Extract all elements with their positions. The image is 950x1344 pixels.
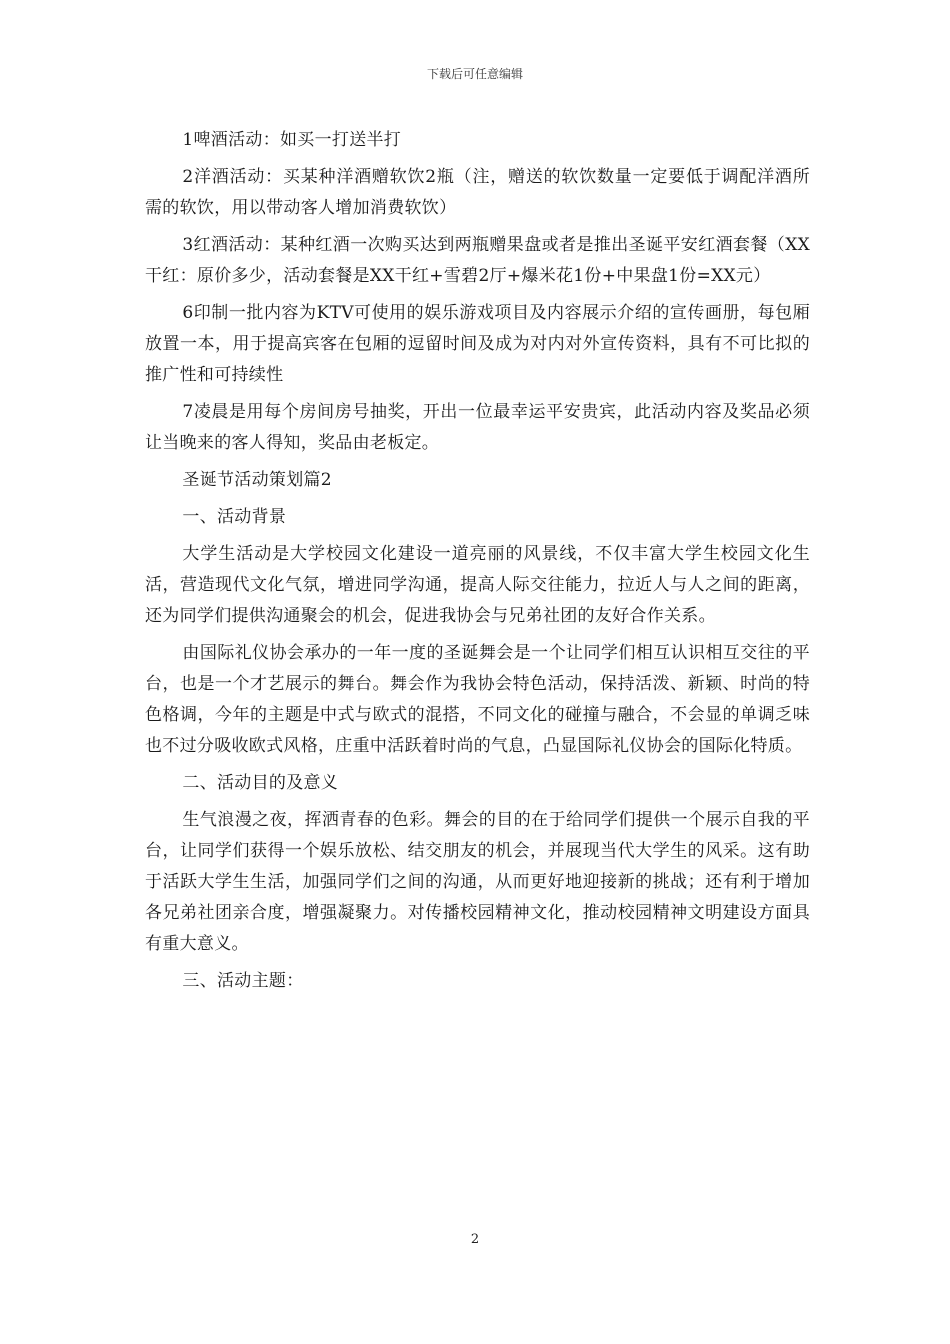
paragraph-background-2: 由国际礼仪协会承办的一年一度的圣诞舞会是一个让同学们相互认识相互交往的平台，也是一个才艺展示的舞台。舞会作为我协会特色活动，保持活泼、新颖、时尚的特色格调，今年的主题是中式与欧式的混搭，不同文化的碰撞与融合，不会显的单调乏味也不过分吸收欧式风格，庄重中活跃着时尚的气息，凸显国际礼仪协会的国际化特质。 xyxy=(145,643,810,756)
paragraph-wine-activity: 3红酒活动：某种红酒一次购买达到两瓶赠果盘或者是推出圣诞平安红酒套餐（XX干红：原价多少，活动套餐是XX干红+雪碧2厅+爆米花1份+中果盘1份=XX元） xyxy=(145,235,810,286)
paragraph-lottery: 7凌晨是用每个房间房号抽奖，开出一位最幸运平安贵宾，此活动内容及奖品必须让当晚来的客人得知，奖品由老板定。 xyxy=(145,402,810,453)
heading-background: 一、活动背景 xyxy=(182,507,287,527)
paragraph-purpose: 生气浪漫之夜，挥洒青春的色彩。舞会的目的在于给同学们提供一个展示自我的平台，让同学们获得一个娱乐放松、结交朋友的机会，并展现当代大学生的风采。这有助于活跃大学生生活，加强同学们之间的沟通，从而更好地迎接新的挑战；还有利于增加各兄弟社团亲合度，增强凝聚力。对传播校园精神文化，推动校园精神文明建设方面具有重大意义。 xyxy=(145,810,810,954)
document-body xyxy=(145,125,810,1003)
paragraph-brochure: 6印制一批内容为KTV可使用的娱乐游戏项目及内容展示介绍的宣传画册，每包厢放置一本，用于提高宾客在包厢的逗留时间及成为对内对外宣传资料，具有不可比拟的推广性和可持续性 xyxy=(145,303,810,385)
page-number: 2 xyxy=(470,1232,480,1247)
heading-purpose: 二、活动目的及意义 xyxy=(182,773,339,793)
section-title-plan-2: 圣诞节活动策划篇2 xyxy=(182,470,332,490)
paragraph-background-1: 大学生活动是大学校园文化建设一道亮丽的风景线，不仅丰富大学生校园文化生活，营造现代文化气氛，增进同学沟通，提高人际交往能力，拉近人与人之间的距离，还为同学们提供沟通聚会的机会，促进我协会与兄弟社团的友好合作关系。 xyxy=(145,544,810,626)
paragraph-liquor-activity: 2洋酒活动：买某种洋酒赠软饮2瓶（注，赠送的软饮数量一定要低于调配洋酒所需的软饮，用以带动客人增加消费软饮） xyxy=(145,167,810,218)
paragraph-beer-activity: 1啤酒活动：如买一打送半打 xyxy=(182,130,402,150)
page-header: 下载后可任意编辑 xyxy=(426,67,523,81)
heading-theme: 三、活动主题： xyxy=(182,971,304,991)
